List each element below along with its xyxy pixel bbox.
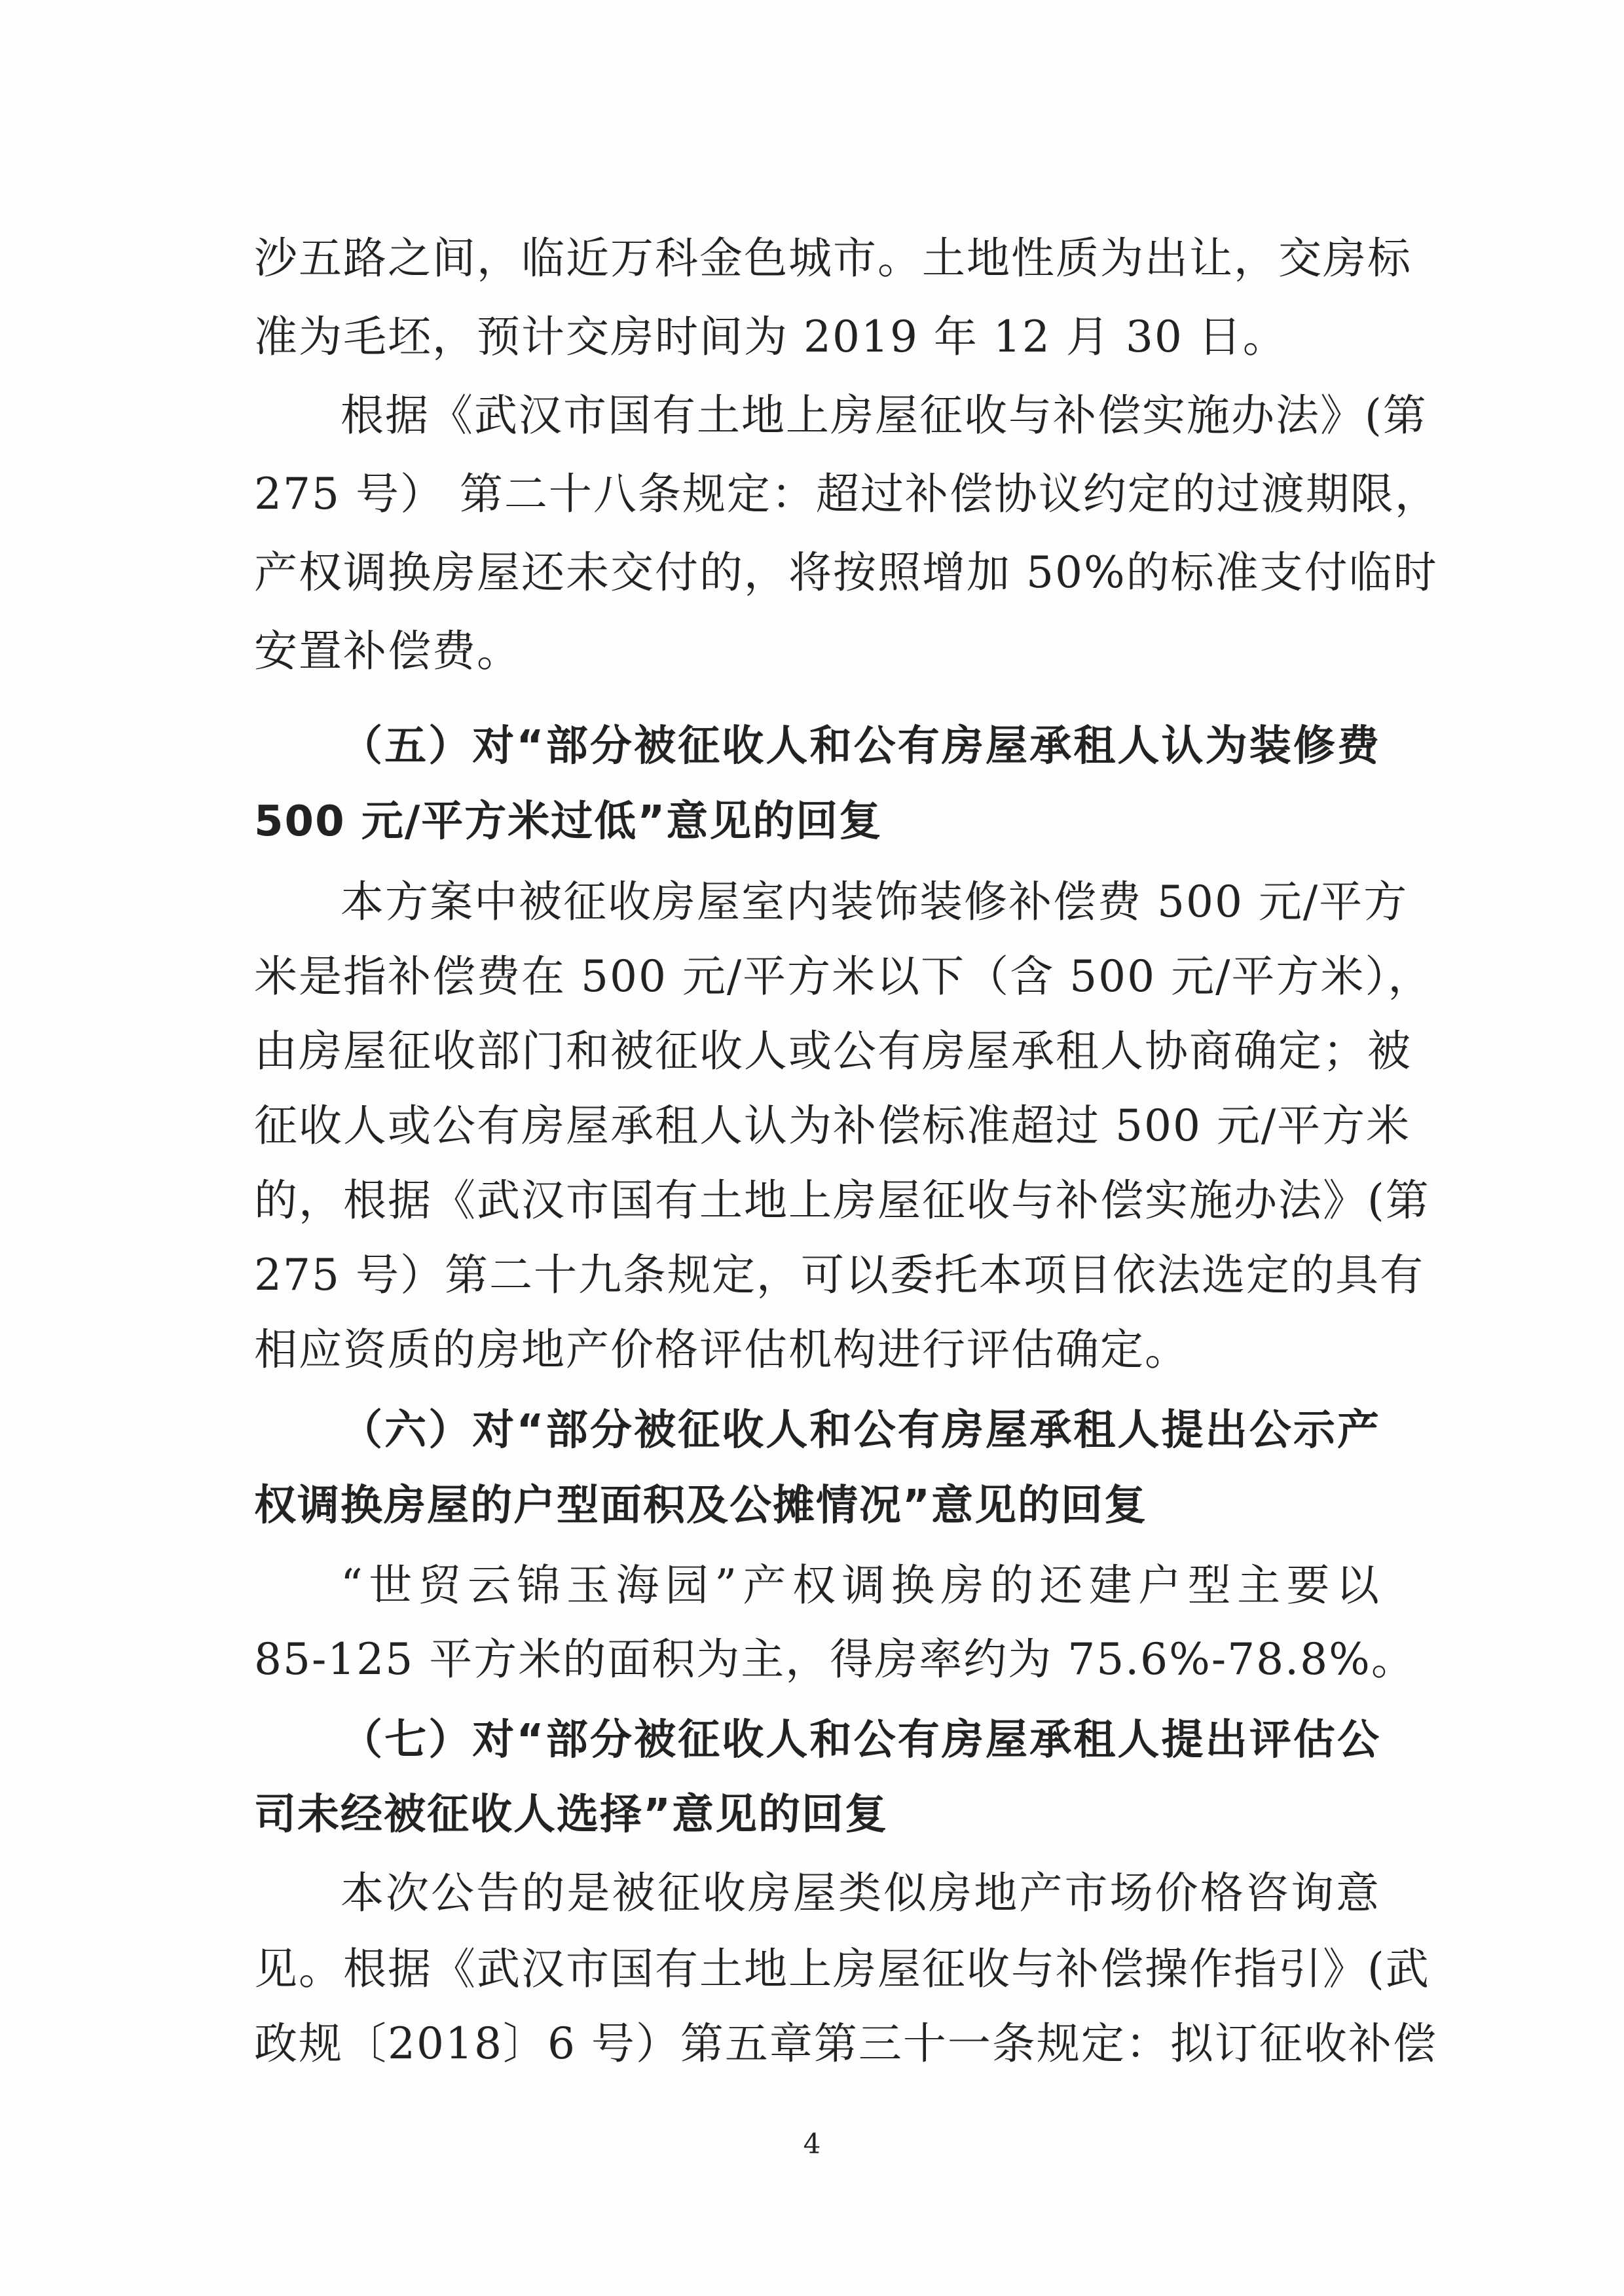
text-line: 的，根据《武汉市国有土地上房屋征收与补偿实施办法》(第 [254,1175,1430,1226]
text-line: 相应资质的房地产价格评估机构进行评估确定。 [254,1324,1189,1375]
text-line: 85-125 平方米的面积为主，得房率约为 75.6%-78.8%。 [254,1634,1416,1685]
text-line: 本方案中被征收房屋室内装饰装修补偿费 500 元/平方 [341,877,1409,927]
text-line: 征收人或公有房屋承租人认为补偿标准超过 500 元/平方米 [254,1101,1411,1151]
text-line: 275 号） 第二十八条规定：超过补偿协议约定的过渡期限， [254,469,1439,519]
text-line: 275 号）第二十九条规定，可以委托本项目依法选定的具有 [254,1250,1424,1300]
text-line: 本次公告的是被征收房屋类似房地产市场价格咨询意 [341,1868,1380,1918]
text-line: 沙五路之间，临近万科金色城市。土地性质为出让，交房标 [254,233,1412,283]
text-line: 政规〔2018〕6 号）第五章第三十一条规定：拟订征收补偿 [254,2018,1437,2069]
page-number: 4 [803,2128,821,2160]
text-line: 见。根据《武汉市国有土地上房屋征收与补偿操作指引》(武 [254,1944,1430,1994]
text-line: 由房屋征收部门和被征收人或公有房屋承租人协商确定；被 [254,1026,1412,1076]
text-line: 安置补偿费。 [254,626,521,676]
text-line: 准为毛坯，预计交房时间为 2019 年 12 月 30 日。 [254,312,1287,362]
text-line: “世贸云锦玉海园”产权调换房的还建户型主要以 [341,1560,1380,1611]
section-heading: 500 元/平方米过低”意见的回复 [254,797,883,846]
text-line: 米是指补偿费在 500 元/平方米以下（含 500 元/平方米）， [254,951,1433,1002]
section-heading: 司未经被征收人选择”意见的回复 [254,1791,889,1839]
section-heading: （六）对“部分被征收人和公有房屋承租人提出公示产 [341,1406,1380,1455]
section-heading: （七）对“部分被征收人和公有房屋承租人提出评估公 [341,1716,1380,1764]
text-line: 根据《武汉市国有土地上房屋征收与补偿实施办法》(第 [341,390,1428,441]
section-heading: （五）对“部分被征收人和公有房屋承租人认为装修费 [341,722,1380,771]
text-line: 产权调换房屋还未交付的，将按照增加 50%的标准支付临时 [254,547,1438,598]
section-heading: 权调换房屋的户型面积及公摊情况”意见的回复 [254,1482,1148,1530]
